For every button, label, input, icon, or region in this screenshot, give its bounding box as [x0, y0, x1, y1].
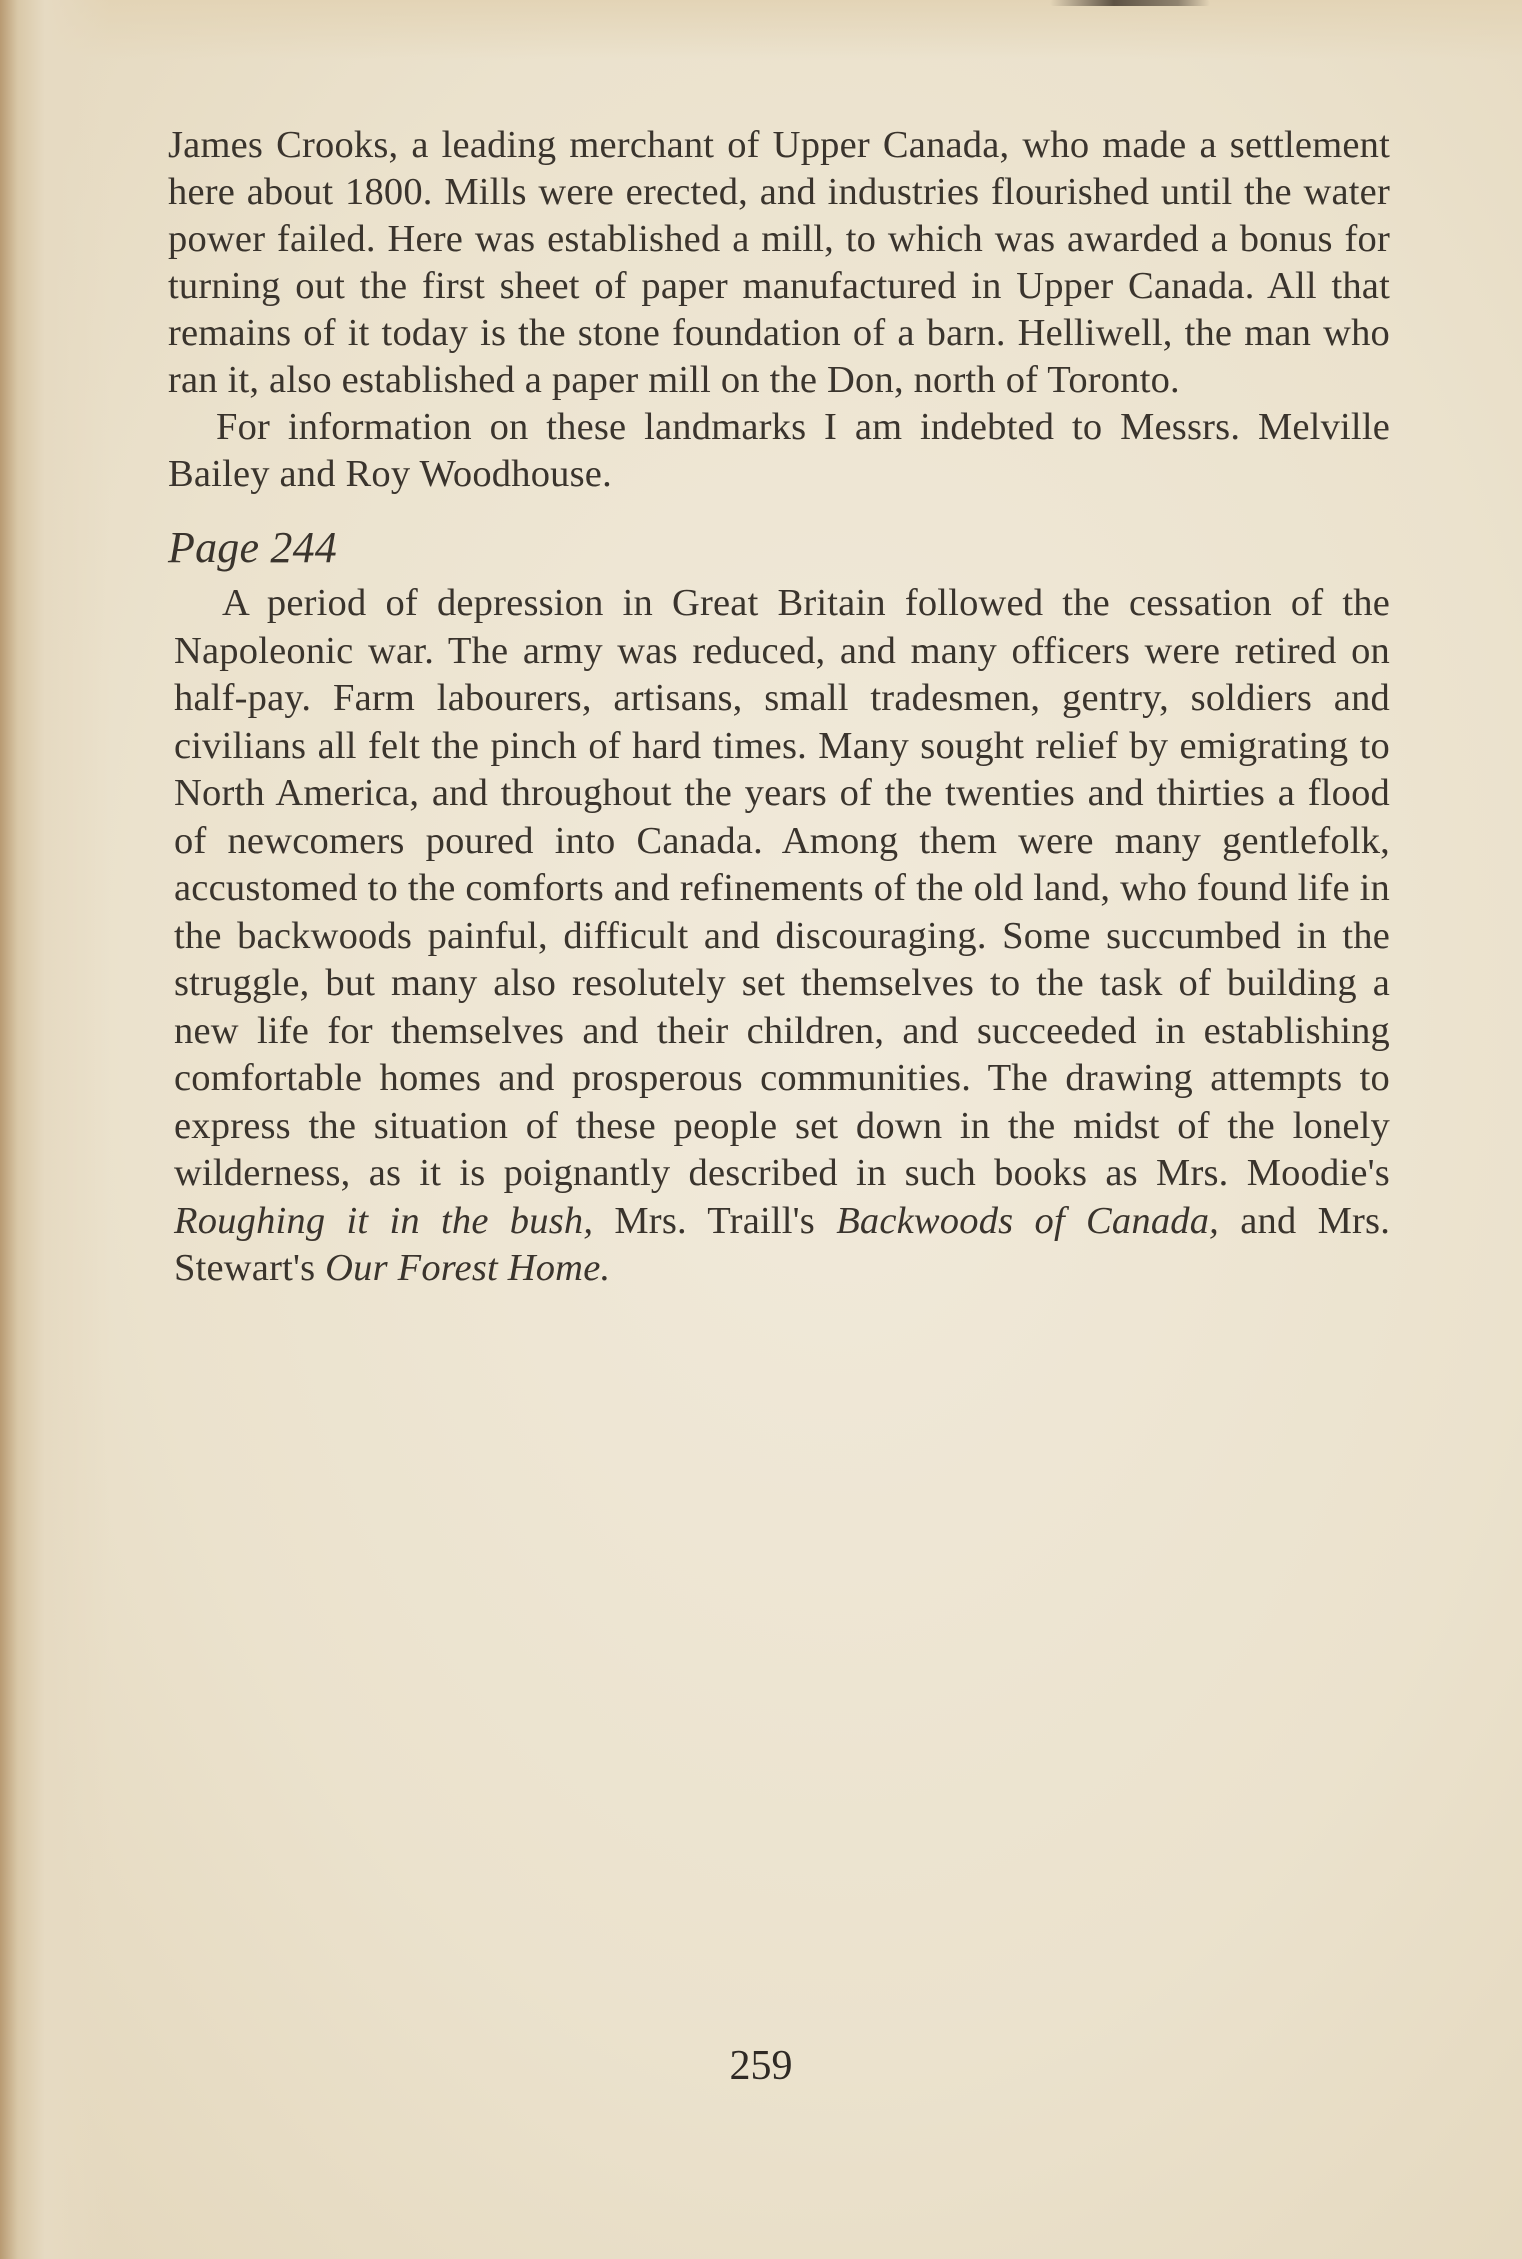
- page-text: [168, 122, 1390, 1293]
- text-between-2: and Mrs. Stewart's: [174, 1199, 1391, 1289]
- page-edge-mark: [1050, 0, 1210, 6]
- book-title-roughing: Roughing it in the bush,: [174, 1199, 594, 1242]
- paragraph-continuation: James Crooks, a leading merchant of Upper Canada, who made a settlement here about 1800. Mills were erected, and industries flourished until the water power failed. Here was established a mill, to which was awarded a bonus for turning out the first sheet of paper manufactured in Upper Canada. All that remains of it today is the stone foundation of a barn. Helliwell, the man who ran it, also established a paper mill on the Don, north of Toronto.: [168, 124, 1390, 401]
- section-paragraph-main: A period of depression in Great Britain followed the cessation of the Napoleonic war. The army was reduced, and many officers were retired on half-pay. Farm labourers, artisans, small tradesmen, gentry, soldiers and civilians all felt the pinch of hard times. Many sought relief by emigrating to North America, and throughout the years of the twenties and thirties a flood of newcomers poured into Canada. Among them were many gentlefolk, accustomed to the comforts and refinements of the old land, who found life in the backwoods painful, difficult and discouraging. Some succumbed in the struggle, but many also resolutely set themselves to the task of building a new life for themselves and their children, and succeeded in establishing comfortable homes and prosperous communities. The drawing attempts to express the situation of these people set down in the midst of the lonely wilderness, as it is poignantly described in such books as Mrs. Moodie's: [174, 582, 1390, 1194]
- book-title-forest-home: Our Forest Home.: [325, 1247, 611, 1289]
- section-paragraph: [168, 580, 1390, 1293]
- book-title-backwoods: Backwoods of Canada,: [836, 1199, 1220, 1242]
- paragraph-acknowledgement: For information on these landmarks I am indebted to Messrs. Melville Bailey and Roy Woodhouse.: [168, 406, 1390, 495]
- page-number: 259: [729, 2043, 793, 2089]
- text-between-1: Mrs. Traill's: [614, 1199, 815, 1242]
- section-heading: Page 244: [168, 523, 338, 572]
